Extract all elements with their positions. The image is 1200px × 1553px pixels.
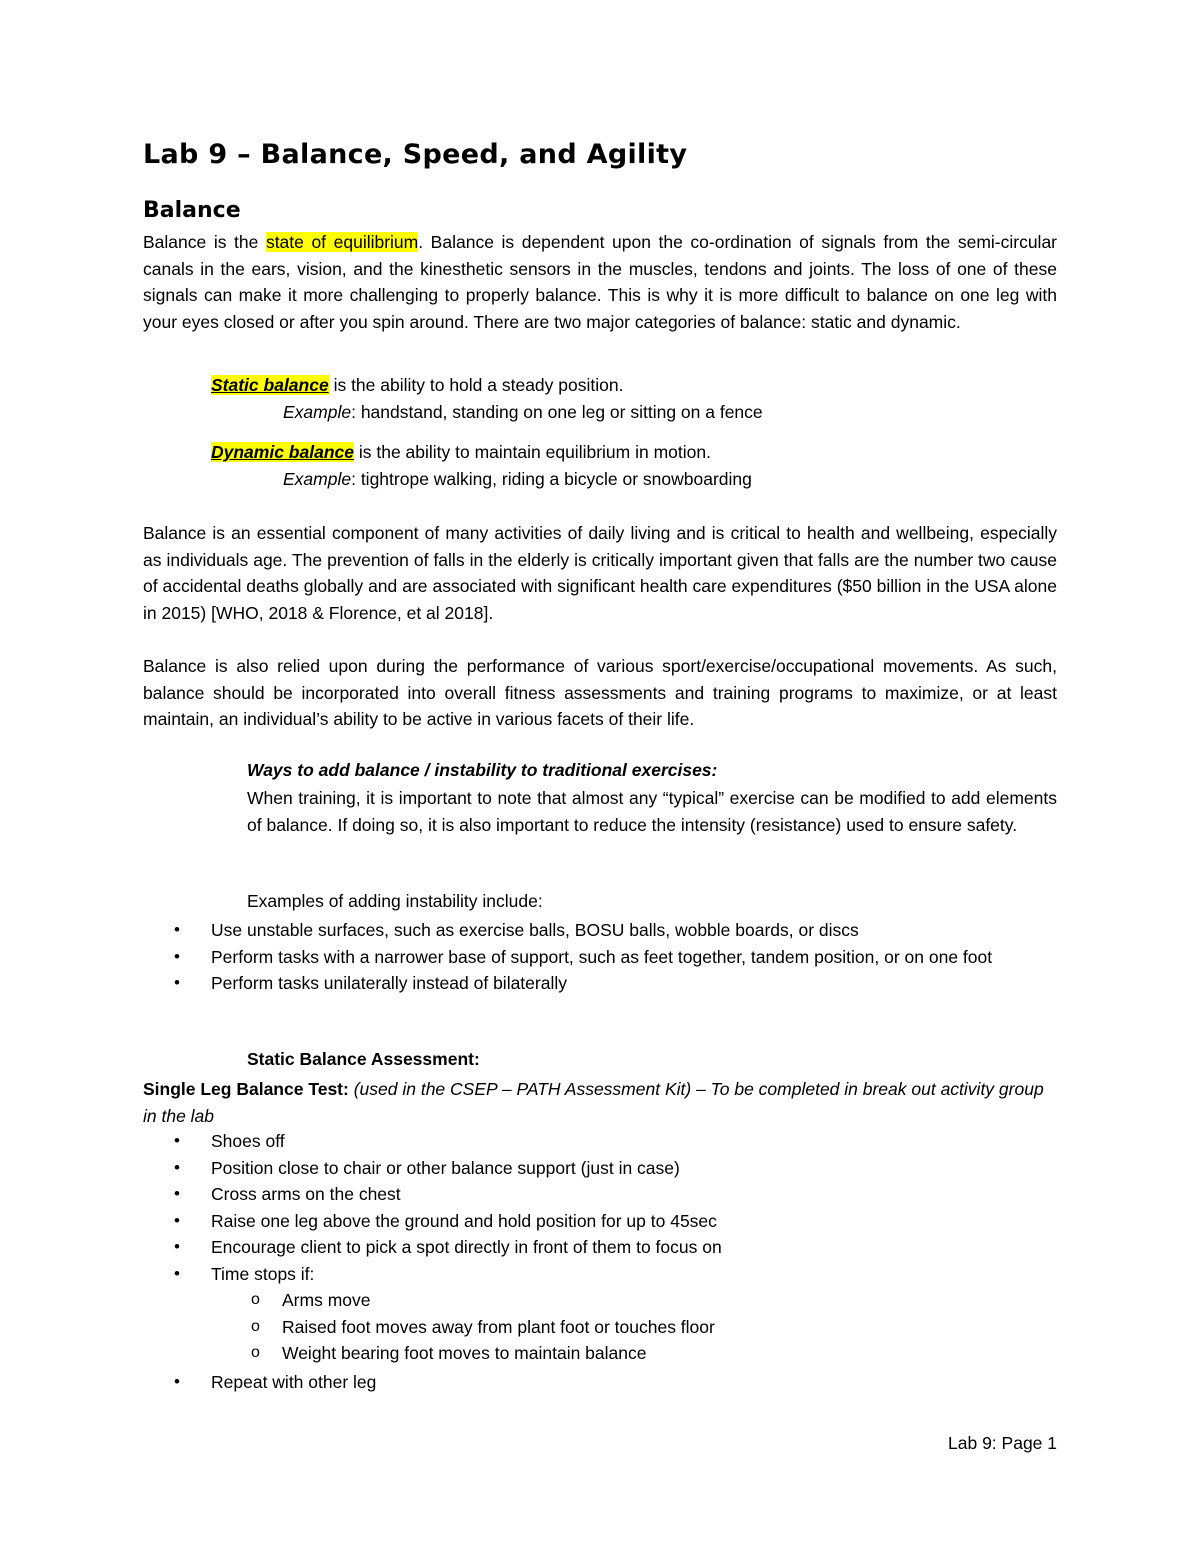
dynamic-balance-def-text: is the ability to maintain equilibrium in motion. bbox=[353, 442, 711, 462]
list-item: • Encourage client to pick a spot directly in front of them to focus on bbox=[143, 1234, 1057, 1261]
assessment-heading: Static Balance Assessment: bbox=[247, 1049, 480, 1069]
sport-paragraph: Balance is also relied upon during the performance of various sport/exercise/occupational movements. As such, balance should be incorporated into overall fitness assessments and training programs to maximize, or at least maintain, an individual’s ability to be active in various facets of their life. bbox=[143, 656, 1057, 729]
list-item: • Time stops if: bbox=[143, 1261, 1057, 1288]
bullet-icon: • bbox=[174, 1131, 180, 1150]
test-description bbox=[143, 1076, 1057, 1129]
dynamic-example-text: : tightrope walking, riding a bicycle or snowboarding bbox=[351, 469, 752, 489]
list-item: • Repeat with other leg bbox=[143, 1369, 1057, 1396]
list-item: • Cross arms on the chest bbox=[143, 1181, 1057, 1208]
page-title: Lab 9 – Balance, Speed, and Agility bbox=[143, 139, 688, 170]
static-balance-example bbox=[283, 402, 763, 423]
dynamic-balance-definition bbox=[211, 442, 711, 463]
list-item: • Use unstable surfaces, such as exercise balls, BOSU balls, wobble boards, or discs bbox=[143, 917, 1057, 944]
instability-list bbox=[143, 917, 1057, 997]
list-item: • Shoes off bbox=[143, 1128, 1057, 1155]
static-balance-def-text: is the ability to hold a steady position. bbox=[328, 375, 624, 395]
dynamic-balance-term: Dynamic balance bbox=[211, 442, 354, 462]
page-footer: Lab 9: Page 1 bbox=[948, 1433, 1057, 1453]
bullet-icon: • bbox=[174, 946, 180, 966]
list-item: o Arms move bbox=[143, 1287, 1057, 1314]
bullet-icon: • bbox=[174, 1157, 180, 1177]
test-note: (used in the CSEP – PATH Assessment Kit) – To be completed in break out activity group in the lab bbox=[143, 1079, 1044, 1126]
section-heading: Balance bbox=[143, 198, 241, 223]
intro-paragraph bbox=[143, 229, 1057, 335]
test-name: Single Leg Balance Test: bbox=[143, 1079, 349, 1099]
static-balance-term: Static balance bbox=[211, 375, 329, 395]
static-example-label: Example bbox=[283, 402, 352, 422]
examples-intro: Examples of adding instability include: bbox=[247, 891, 543, 911]
list-item: • Perform tasks with a narrower base of support, such as feet together, tandem position, or on one foot bbox=[143, 944, 1057, 971]
bullet-icon: • bbox=[174, 1237, 180, 1256]
bullet-icon: • bbox=[174, 920, 180, 939]
sub-bullet-icon: o bbox=[251, 1317, 260, 1335]
sub-bullet-icon: o bbox=[251, 1344, 260, 1361]
final-step-list bbox=[143, 1369, 1057, 1396]
list-item: • Perform tasks unilaterally instead of bilaterally bbox=[143, 970, 1057, 997]
dynamic-example-label: Example bbox=[283, 469, 352, 489]
dynamic-balance-example bbox=[283, 469, 752, 490]
bullet-icon: • bbox=[174, 1372, 180, 1391]
intro-text-start: Balance is the bbox=[143, 232, 266, 252]
list-item: o Weight bearing foot moves to maintain balance bbox=[143, 1340, 1057, 1367]
list-item: • Position close to chair or other balance support (just in case) bbox=[143, 1155, 1057, 1182]
static-example-text: : handstand, standing on one leg or sitting on a fence bbox=[351, 402, 763, 422]
bullet-icon: • bbox=[174, 1210, 180, 1230]
test-steps-list bbox=[143, 1128, 1057, 1287]
bullet-icon: • bbox=[174, 1263, 180, 1283]
intro-text-rest: . Balance is dependent upon the co-ordination of signals from the semi-circular canals in the ears, vision, and the kinesthetic sensors in the muscles, tendons and joints. The loss of one of these signals can make it more challenging to properly balance. This is why it is more difficult to balance on one leg with your eyes closed or after you spin around. There are two major categories of balance: static and dynamic. bbox=[143, 232, 1058, 332]
bullet-icon: • bbox=[174, 973, 180, 992]
static-balance-definition bbox=[211, 375, 623, 396]
list-item: • Raise one leg above the ground and hold position for up to 45sec bbox=[143, 1208, 1057, 1235]
list-item: o Raised foot moves away from plant foot or touches floor bbox=[143, 1314, 1057, 1341]
highlight-state-of-equilibrium: state of equilibrium bbox=[265, 232, 419, 252]
sub-bullet-icon: o bbox=[251, 1291, 260, 1308]
ways-heading: Ways to add balance / instability to traditional exercises: bbox=[247, 760, 718, 780]
stop-conditions-list bbox=[143, 1287, 1057, 1367]
falls-paragraph: Balance is an essential component of many activities of daily living and is critical to health and wellbeing, especially as individuals age. The prevention of falls in the elderly is critically important given that falls are the number two cause of accidental deaths globally and are associated with significant health care expenditures ($50 billion in the USA alone in 2015) [WHO, 2018 & Florence, et al 2018]. bbox=[143, 523, 1057, 623]
ways-text: When training, it is important to note that almost any “typical” exercise can be modified to add elements of balance. If doing so, it is also important to reduce the intensity (resistance) used to ensure safety. bbox=[247, 788, 1057, 835]
bullet-icon: • bbox=[174, 1184, 180, 1203]
